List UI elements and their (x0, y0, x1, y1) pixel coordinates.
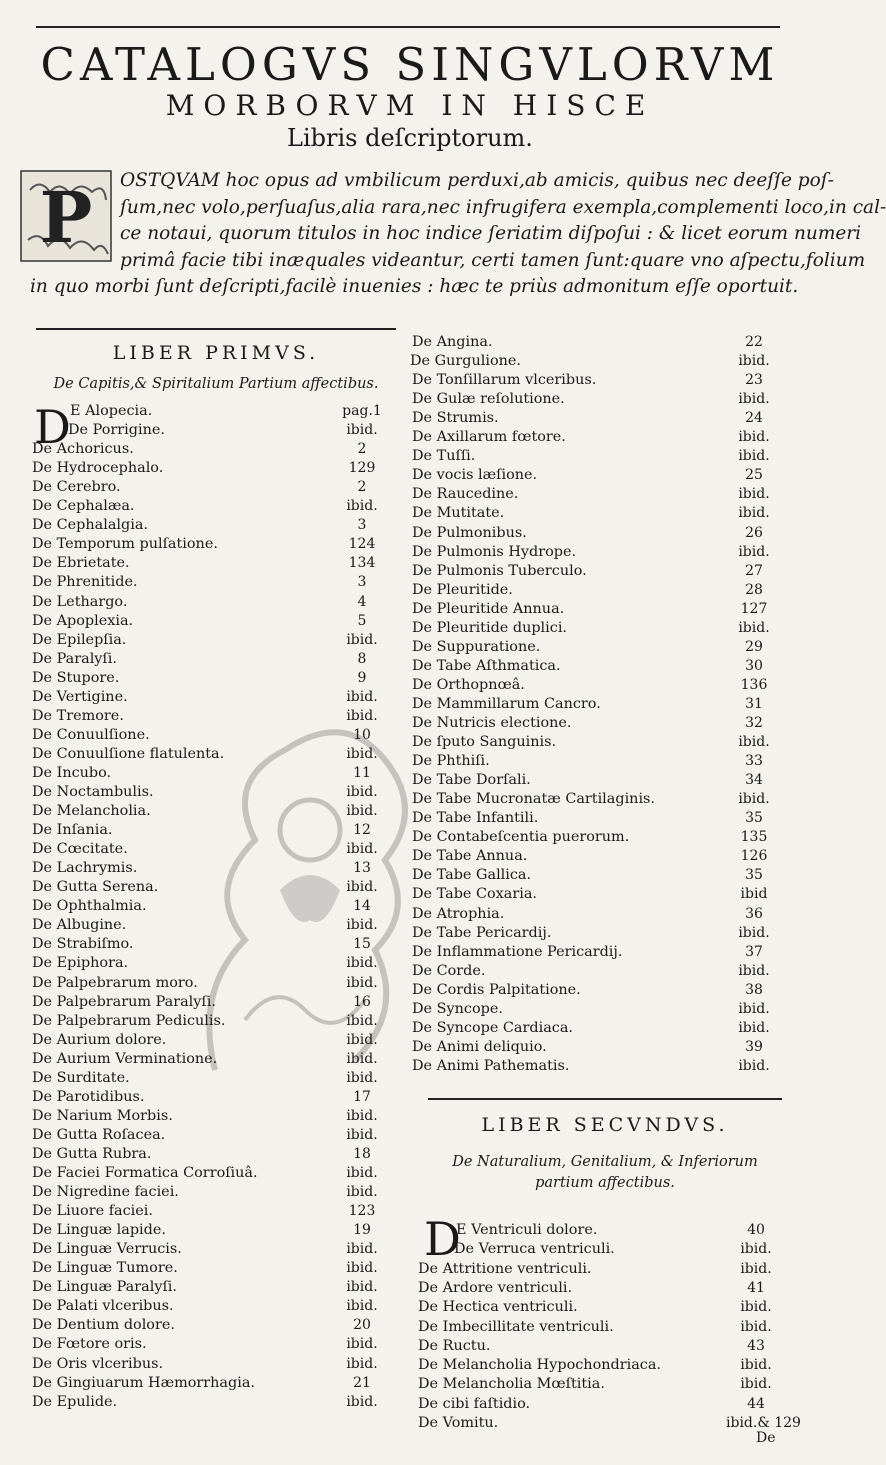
page-reference: ibid. (740, 1241, 772, 1258)
page-reference: ibid. (346, 688, 378, 705)
index-entry: E Ventriculi dolore. (456, 1222, 598, 1238)
intro-line: in quo morbi ſunt deſcripti,facilè inuenies : hæc te priùs admonitum eſſe oportuit. (30, 276, 799, 297)
page-reference: 35 (745, 867, 763, 884)
page-reference: 5 (357, 612, 367, 629)
index-entry: De Vomitu. (418, 1415, 499, 1431)
page-reference: ibid. (740, 1376, 772, 1393)
page-reference: ibid. (738, 1000, 770, 1017)
page-reference: 40 (747, 1222, 765, 1238)
page-reference: 15 (353, 936, 371, 953)
index-entry: De Imbecillitate ventriculi. (418, 1318, 614, 1335)
index-entry: De Tabe Gallica. (412, 867, 532, 884)
page-reference: ibid. (346, 1298, 378, 1315)
index-entry: De Mammillarum Cancro. (412, 695, 601, 712)
page-reference: 127 (740, 600, 768, 617)
page-reference: 44 (747, 1395, 765, 1412)
intro-line: ce notaui, quorum titulos in hoc indice ſeriatim diſpoſui : & licet eorum numeri (120, 223, 862, 244)
index-entry: De Mutitate. (412, 505, 505, 522)
index-entry: De Oris vlceribus. (32, 1355, 164, 1372)
index-entry: De Pulmonis Tuberculo. (412, 562, 587, 579)
index-entry: De Ardore ventriculi. (418, 1279, 573, 1296)
index-entry: De Ructu. (418, 1337, 491, 1354)
index-entry: De Axillarum fœtore. (412, 429, 566, 446)
page-reference: ibid. (738, 1057, 770, 1074)
page-reference: 123 (348, 1203, 376, 1220)
index-entry: De Parotidibus. (32, 1088, 145, 1105)
page-reference: 26 (745, 524, 763, 541)
page-reference: 25 (745, 467, 763, 484)
index-entry: De Hectica ventriculi. (418, 1299, 578, 1316)
index-entry: De Temporum pulſatione. (32, 536, 218, 553)
page-reference: 14 (353, 898, 371, 915)
index-entry: De Surditate. (32, 1069, 130, 1086)
page-reference: 11 (353, 764, 371, 781)
page-reference: 37 (745, 943, 763, 960)
page-reference: 24 (745, 410, 763, 427)
liber-secundus-heading: LIBER SECVNDVS. (481, 1114, 729, 1136)
index-entry: De Melancholia Mœſtitia. (418, 1376, 605, 1393)
index-entry: De Gurgulione. (410, 353, 521, 370)
index-entry: De Inflammatione Pericardij. (412, 943, 623, 960)
page-reference: 124 (348, 536, 376, 553)
catalogue-subtitle-2: Libris deſcriptorum. (287, 124, 533, 152)
page-reference: ibid. (738, 1019, 770, 1036)
page-reference: ibid. (738, 791, 770, 808)
page-reference: ibid. (346, 1165, 378, 1181)
index-entry: De Narium Morbis. (32, 1107, 173, 1124)
page-reference: 2 (357, 479, 367, 496)
page-reference: 27 (745, 562, 763, 579)
index-entry: De Pleuritide duplici. (412, 619, 568, 636)
liber-primus-heading: LIBER PRIMVS. (112, 342, 320, 364)
index-entry: De Gutta Serena. (32, 879, 159, 896)
liber-primus-subtitle: De Capitis,& Spiritalium Partium affectibus. (53, 376, 379, 392)
index-entry: De vocis læſione. (412, 467, 538, 484)
index-entry: De Pleuritide Annua. (412, 600, 565, 617)
index-entry: De Fœtore oris. (32, 1336, 147, 1353)
page-reference: ibid. (346, 784, 378, 800)
page-reference: 4 (357, 593, 367, 610)
index-entry: De Stupore. (32, 669, 120, 686)
page-reference: ibid. (738, 924, 770, 941)
index-entry: De Nutricis electione. (412, 715, 572, 731)
intro-line: primâ facie tibi inæquales videantur, certi tamen ſunt:quare vno aſpectu,folium (120, 249, 866, 271)
page-reference: ibid. (346, 1069, 378, 1086)
page-reference: 36 (745, 905, 763, 922)
page-reference: 136 (740, 676, 768, 693)
index-entry: De Ebrietate. (32, 555, 130, 572)
page-reference: 3 (357, 574, 367, 591)
index-entry: De Dentium dolore. (32, 1317, 175, 1334)
index-entry: De Linguæ Verrucis. (32, 1241, 182, 1258)
page-reference: 2 (357, 441, 367, 458)
index-entry: De Raucedine. (412, 486, 519, 503)
index-entry: De Melancholia. (32, 803, 151, 820)
page-reference: ibid. (346, 1126, 378, 1143)
drop-letter-d: D (34, 400, 71, 454)
index-entry: De Hydrocephalo. (32, 460, 164, 477)
page-reference: 18 (353, 1145, 371, 1162)
page-reference: 8 (357, 650, 367, 667)
page-reference: ibid.& 129 (726, 1415, 801, 1431)
index-entry: De Noctambulis. (32, 784, 154, 800)
index-entry: De Strabiſmo. (32, 936, 134, 953)
page-reference: 134 (348, 555, 376, 572)
page-reference: 33 (745, 753, 763, 770)
page-reference: ibid. (346, 745, 378, 762)
index-entry: De Gingiuarum Hæmorrhagia. (32, 1374, 255, 1391)
index-entry: De Aurium Verminatione. (32, 1050, 218, 1067)
index-entry: De Pleuritide. (412, 581, 513, 598)
page-reference: 17 (353, 1088, 371, 1105)
page-reference: ibid. (738, 505, 770, 522)
index-entry: De Epulide. (32, 1393, 118, 1410)
page-reference: ibid. (346, 1355, 378, 1372)
index-entry: De Lethargo. (32, 593, 128, 610)
index-entry: De Achoricus. (32, 441, 134, 458)
page-reference: 20 (353, 1317, 371, 1334)
index-entry: De Cephalæa. (32, 498, 135, 515)
page-reference: ibid. (346, 1031, 378, 1048)
catchword: De (756, 1430, 776, 1446)
page-reference: 12 (353, 822, 371, 839)
page-reference: ibid. (346, 974, 378, 991)
page-reference: 16 (353, 993, 371, 1010)
page-reference: ibid. (738, 619, 770, 636)
index-entry: De Pulmonibus. (412, 524, 527, 541)
page-reference: 129 (348, 460, 376, 477)
page-reference: 41 (747, 1279, 765, 1296)
page-reference: 38 (745, 981, 763, 998)
index-entry: De Nigredine faciei. (32, 1184, 179, 1201)
index-entry: De Tabe Coxaria. (412, 886, 537, 903)
intro-line: OSTQVAM hoc opus ad vmbilicum perduxi,ab amicis, quibus nec deeſſe poſ- (120, 170, 834, 191)
index-entry: E Alopecia. (70, 403, 153, 419)
index-entry: De Corde. (412, 962, 486, 979)
page-reference: ibid. (346, 1336, 378, 1353)
page-reference: ibid. (346, 879, 378, 896)
index-entry: De Contabeſcentia puerorum. (412, 829, 630, 846)
index-entry: De Gutta Rubra. (32, 1145, 152, 1162)
index-entry: De Palati vlceribus. (32, 1298, 174, 1315)
index-entry: De Cerebro. (32, 479, 121, 496)
page-reference: ibid. (346, 955, 378, 972)
index-entry: De Gulæ reſolutione. (412, 391, 565, 408)
index-entry: De Attritione ventriculi. (418, 1260, 592, 1277)
page-reference: ibid. (346, 1184, 378, 1201)
index-entry: De Epiphora. (32, 955, 129, 972)
page-reference: 19 (353, 1222, 371, 1239)
index-entry: De ſputo Sanguinis. (412, 734, 557, 751)
page-reference: ibid. (346, 1393, 378, 1410)
index-entry: De Linguæ Tumore. (32, 1260, 178, 1277)
index-entry: De Linguæ lapide. (32, 1222, 166, 1239)
page-reference: ibid. (738, 734, 770, 751)
page-reference: ibid. (346, 841, 378, 858)
index-entry: De Melancholia Hypochondriaca. (418, 1357, 661, 1374)
index-entry: De Inſania. (32, 822, 113, 839)
index-entry: De Conuulſione flatulenta. (32, 745, 225, 762)
page-reference: ibid. (346, 1260, 378, 1277)
page-reference: 21 (353, 1374, 371, 1391)
index-entry: De Phrenitide. (32, 574, 138, 591)
index-entry: De Aurium dolore. (32, 1031, 167, 1048)
page-reference: 22 (745, 334, 763, 350)
drop-letter-d-2: D (424, 1212, 461, 1266)
page-reference: ibid. (346, 631, 378, 648)
page-reference: 35 (745, 810, 763, 827)
index-entry: De Animi deliquio. (412, 1038, 547, 1055)
page-reference: 3 (357, 517, 367, 534)
index-entry: De Tabe Pericardij. (412, 924, 552, 941)
catalogue-subtitle: MORBORVM IN HISCE (165, 89, 655, 122)
liber-secundus-subtitle-1: De Naturalium, Genitalium, & Inferiorum (452, 1154, 758, 1170)
index-entry: De Palpebrarum moro. (32, 974, 198, 991)
page-reference: 126 (740, 848, 768, 865)
page-reference: ibid (740, 886, 768, 903)
page-reference: ibid. (740, 1299, 772, 1316)
index-entry: De Atrophia. (412, 905, 505, 922)
page-reference: 28 (745, 581, 763, 598)
page-reference: 9 (357, 669, 367, 686)
page-reference: ibid. (346, 1241, 378, 1258)
index-entry: De Tabe Mucronatæ Cartilaginis. (412, 791, 656, 808)
page-reference: 31 (745, 695, 763, 712)
index-entry: De Tabe Annua. (412, 848, 528, 865)
index-entry: De Gutta Roſacea. (32, 1126, 166, 1143)
intro-line: ſum,nec volo,perſuaſus,alia rara,nec infrugifera exempla,complementi loco,in cal- (120, 196, 886, 218)
page-reference: pag.1 (342, 403, 382, 419)
index-entry: De Cœcitate. (32, 841, 128, 858)
page-reference: ibid. (346, 498, 378, 515)
index-entry: De Conuulſione. (32, 726, 150, 743)
index-entry: De Orthopnœâ. (412, 676, 525, 693)
index-entry: De Ophthalmia. (32, 898, 147, 915)
index-entry: De cibi faſtidio. (418, 1395, 531, 1412)
page-reference: 43 (747, 1337, 765, 1354)
page-reference: ibid. (738, 391, 770, 408)
index-entry: De Syncope. (412, 1000, 503, 1017)
index-entry: De Epilepſia. (32, 631, 127, 648)
liber-secundus-subtitle-2: partium affectibus. (535, 1175, 675, 1191)
index-entry: De Albugine. (32, 917, 127, 934)
page-reference: ibid. (740, 1318, 772, 1335)
liber-primus-index (32, 0, 402, 1465)
index-entry: De Faciei Formatica Corroſiuâ. (32, 1165, 258, 1181)
index-entry: De Paralyſi. (32, 650, 117, 667)
page-reference: ibid. (738, 429, 770, 446)
index-entry: De Apoplexia. (32, 612, 134, 629)
page-reference: ibid. (738, 353, 770, 370)
index-entry: De Linguæ Paralyſi. (32, 1279, 177, 1296)
page-reference: ibid. (346, 803, 378, 820)
page-reference: ibid. (346, 1012, 378, 1029)
index-entry: De Liuore faciei. (32, 1203, 153, 1220)
page-reference: 23 (745, 372, 763, 389)
page-reference: ibid. (738, 962, 770, 979)
index-entry: De Cephalalgia. (32, 517, 148, 534)
index-entry: De Lachrymis. (32, 860, 138, 877)
page-reference: 29 (745, 638, 763, 655)
page-reference: ibid. (738, 448, 770, 465)
index-entry: De Animi Pathematis. (412, 1057, 570, 1074)
svg-text:P: P (39, 176, 93, 259)
page-reference: ibid. (346, 917, 378, 934)
page-reference: 13 (353, 860, 371, 877)
page-reference: ibid. (346, 1050, 378, 1067)
page-reference: 39 (745, 1038, 763, 1055)
index-entry: De Tabe Aſthmatica. (412, 657, 561, 674)
index-entry: De Cordis Palpitatione. (412, 981, 581, 998)
page-reference: ibid. (346, 1279, 378, 1296)
index-entry: De Tabe Infantili. (412, 810, 539, 827)
catalogue-title: CATALOGVS SINGVLORVM (40, 38, 780, 91)
index-entry: De Suppuratione. (412, 638, 541, 655)
index-entry: De Pulmonis Hydrope. (412, 543, 577, 560)
page-reference: ibid. (740, 1260, 772, 1277)
index-entry: De Tuſſi. (412, 448, 476, 465)
page-reference: ibid. (738, 543, 770, 560)
index-entry: De Tremore. (32, 707, 124, 724)
index-entry: De Tonſillarum vlceribus. (412, 372, 597, 389)
page-reference: ibid. (738, 486, 770, 503)
page-reference: ibid. (740, 1357, 772, 1374)
page-reference: ibid. (346, 422, 378, 439)
index-entry: De Tabe Dorſali. (412, 772, 531, 789)
index-entry: De Incubo. (32, 764, 112, 781)
page-reference: 32 (745, 715, 763, 731)
page-reference: ibid. (346, 1107, 378, 1124)
index-entry: De Syncope Cardiaca. (412, 1019, 573, 1036)
index-entry: De Phthiſi. (412, 753, 490, 770)
page-reference: 34 (745, 772, 763, 789)
index-entry: De Strumis. (412, 410, 499, 427)
index-entry: De Vertigine. (32, 688, 128, 705)
page-reference: 30 (745, 657, 763, 674)
page-reference: 135 (740, 829, 768, 846)
page-reference: ibid. (346, 707, 378, 724)
index-entry: De Porrigine. (68, 422, 165, 439)
page-reference: 10 (353, 726, 371, 743)
index-entry: De Angina. (412, 334, 493, 350)
index-entry: De Verruca ventriculi. (454, 1241, 615, 1258)
index-entry: De Palpebrarum Paralyſi. (32, 993, 216, 1010)
index-entry: De Palpebrarum Pediculis. (32, 1012, 226, 1029)
